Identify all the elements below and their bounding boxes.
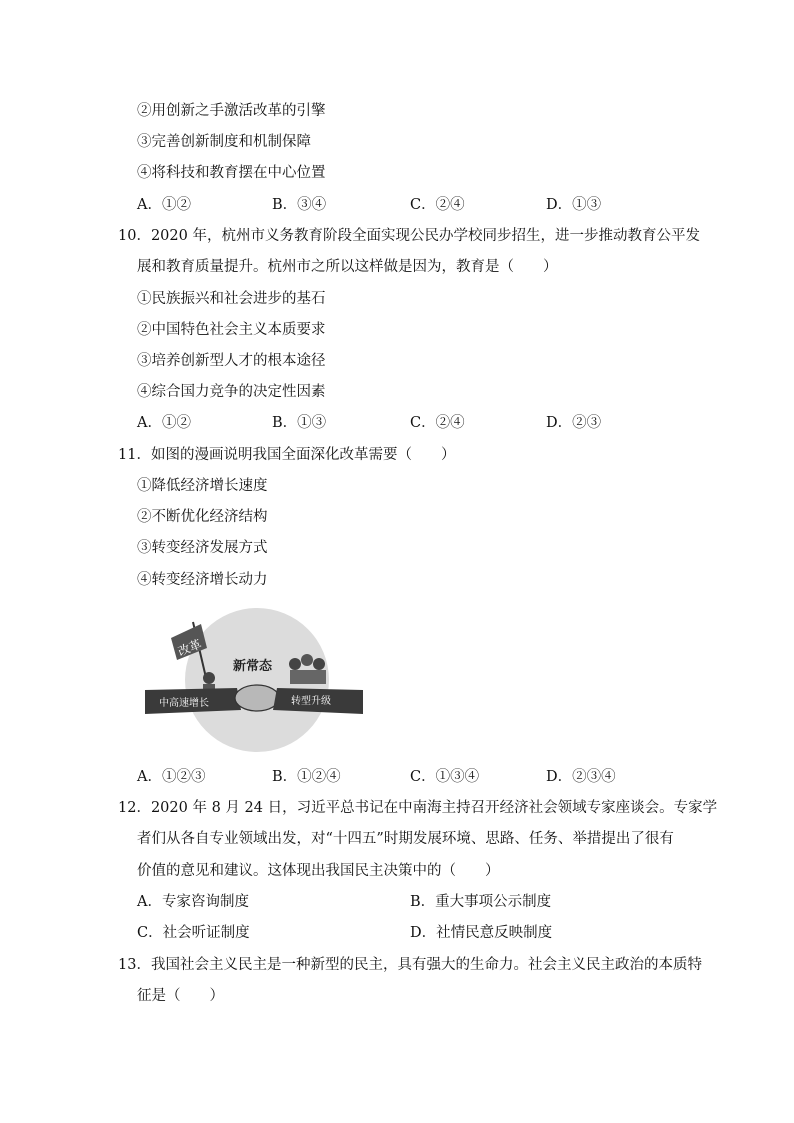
q12-option-b: B．重大事项公示制度 [410, 894, 552, 910]
q10-stem-line2: 展和教育质量提升。杭州市之所以这样做是因为，教育是（ ） [137, 259, 558, 275]
q9-item-3: ③完善创新制度和机制保障 [137, 134, 311, 150]
q9-option-d: D．①③ [546, 197, 602, 213]
q12-stem-line2: 者们从各自专业领域出发，对“十四五”时期发展环境、思路、任务、举措提出了很有 [137, 831, 674, 847]
q12-option-c: C．社会听证制度 [137, 925, 250, 941]
q10-option-c: C．②④ [410, 415, 465, 431]
cartoon-image [145, 602, 370, 752]
q10-option-a: A．①② [137, 415, 191, 431]
q11-item-1: ①降低经济增长速度 [137, 478, 268, 494]
q12-stem-line3: 价值的意见和建议。这体现出我国民主决策中的（ ） [137, 863, 500, 879]
q13-stem-line2: 征是（ ） [137, 988, 224, 1004]
q9-option-c: C．②④ [410, 197, 465, 213]
q9-item-2: ②用创新之手激活改革的引擎 [137, 103, 326, 119]
q9-option-b: B．③④ [272, 197, 327, 213]
q13-stem-line1: 13．我国社会主义民主是一种新型的民主，具有强大的生命力。社会主义民主政治的本质特 [118, 957, 702, 973]
q11-option-b: B．①②④ [272, 769, 341, 785]
q12-option-a: A．专家咨询制度 [137, 894, 249, 910]
q10-option-d: D．②③ [546, 415, 602, 431]
q10-item-2: ②中国特色社会主义本质要求 [137, 322, 326, 338]
q11-item-2: ②不断优化经济结构 [137, 509, 268, 525]
cartoon-left-sleeve: 中高速增长 [159, 698, 209, 709]
cartoon-right-sleeve: 转型升级 [291, 696, 331, 707]
q10-item-3: ③培养创新型人才的根本途径 [137, 353, 326, 369]
q9-option-a: A．①② [137, 197, 191, 213]
q10-item-1: ①民族振兴和社会进步的基石 [137, 291, 326, 307]
q11-item-3: ③转变经济发展方式 [137, 540, 268, 556]
q11-option-c: C．①③④ [410, 769, 480, 785]
cartoon-title: 新常态 [233, 659, 273, 674]
q11-option-d: D．②③④ [546, 769, 616, 785]
q12-option-d: D．社情民意反映制度 [410, 925, 553, 941]
q10-stem-line1: 10．2020 年，杭州市义务教育阶段全面实现公民办学校同步招生，进一步推动教育公平发 [118, 228, 700, 244]
q10-item-4: ④综合国力竞争的决定性因素 [137, 384, 326, 400]
q11-item-4: ④转变经济增长动力 [137, 572, 268, 588]
q11-stem: 11．如图的漫画说明我国全面深化改革需要（ ） [118, 447, 456, 463]
cartoon-flag-text: 改革 [176, 636, 204, 659]
q12-stem-line1: 12．2020 年 8 月 24 日，习近平总书记在中南海主持召开经济社会领域专家座谈会。专家学 [118, 800, 718, 816]
q9-item-4: ④将科技和教育摆在中心位置 [137, 165, 326, 181]
q10-option-b: B．①③ [272, 415, 327, 431]
q11-option-a: A．①②③ [137, 769, 206, 785]
